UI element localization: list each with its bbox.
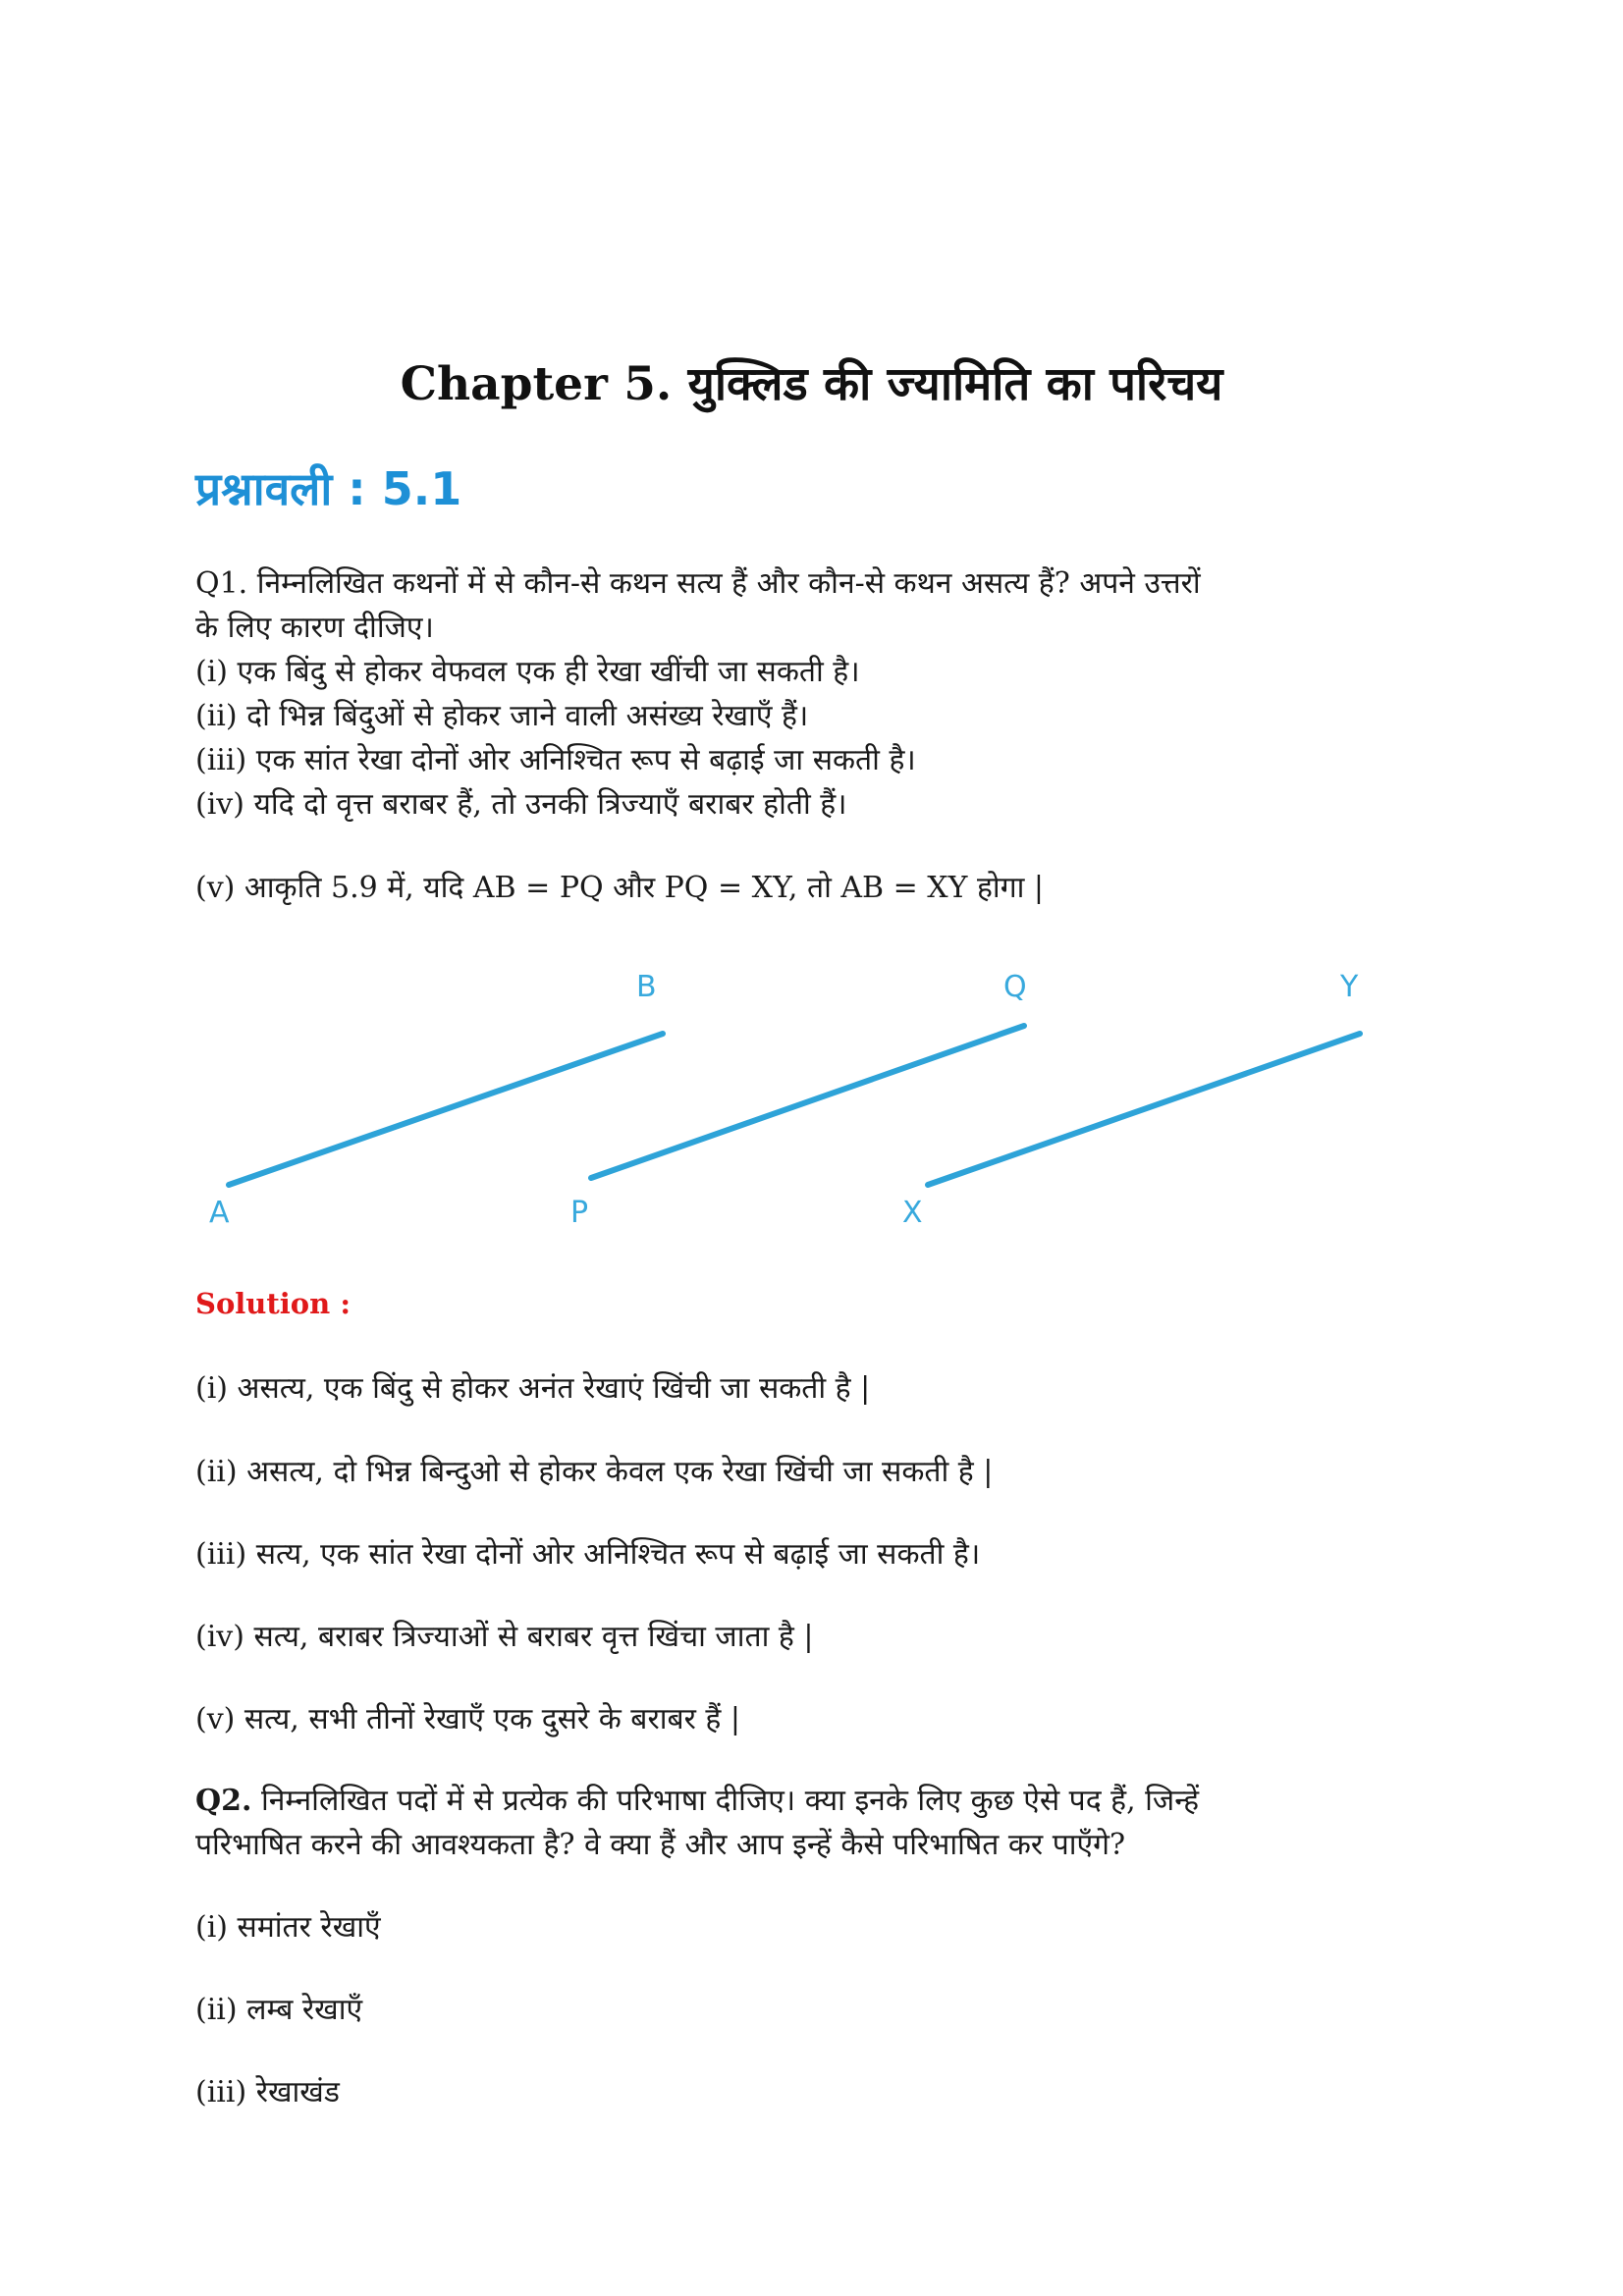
q1-item-ii: (ii) दो भिन्न बिंदुओं से होकर जाने वाली असंख्य रेखाएँ हैं। bbox=[195, 699, 809, 733]
label-y: Y bbox=[1340, 970, 1359, 1004]
q1-item-v: (v) आकृति 5.9 में, यदि AB = PQ और PQ = XY, तो AB = XY होगा | bbox=[195, 871, 1045, 905]
answer-ii: (ii) असत्य, दो भिन्न बिन्दुओ से होकर केवल एक रेखा खिंची जा सकती है | bbox=[195, 1455, 994, 1489]
exercise-heading: प्रश्नावली : 5.1 bbox=[195, 462, 462, 515]
q2-line-1 bbox=[195, 1779, 1199, 1823]
label-a: A bbox=[209, 1196, 230, 1230]
label-b: B bbox=[636, 970, 657, 1004]
figure-line-segments bbox=[201, 967, 1414, 1261]
q2-item-ii: (ii) लम्ब रेखाएँ bbox=[195, 1993, 363, 2027]
label-p: P bbox=[570, 1196, 589, 1230]
q1-line-2: के लिए कारण दीजिए। bbox=[195, 611, 434, 645]
q2-label: Q2. bbox=[195, 1784, 252, 1818]
q1-item-iii: (iii) एक सांत रेखा दोनों ओर अनिश्चित रूप से बढ़ाई जा सकती है। bbox=[195, 743, 916, 777]
answer-v: (v) सत्य, सभी तीनों रेखाएँ एक दुसरे के बराबर हैं | bbox=[195, 1702, 740, 1736]
chapter-title: Chapter 5. युक्लिड की ज्यामिति का परिचय bbox=[400, 357, 1223, 411]
label-q: Q bbox=[1003, 970, 1027, 1004]
q1-item-iv: (iv) यदि दो वृत्त बराबर हैं, तो उनकी त्रिज्याएँ बराबर होती हैं। bbox=[195, 787, 847, 822]
q2-line-1-text: निम्नलिखित पदों में से प्रत्येक की परिभाषा दीजिए। क्या इनके लिए कुछ ऐसे पद हैं, जिन्हें bbox=[251, 1784, 1200, 1818]
segment-ab bbox=[229, 1034, 663, 1185]
q1-line-1: Q1. निम्नलिखित कथनों में से कौन-से कथन सत्य हैं और कौन-से कथन असत्य हैं? अपने उत्तरों bbox=[195, 566, 1201, 601]
answer-i: (i) असत्य, एक बिंदु से होकर अनंत रेखाएं खिंची जा सकती है | bbox=[195, 1371, 871, 1406]
segment-xy bbox=[928, 1034, 1360, 1185]
label-x: X bbox=[902, 1196, 923, 1230]
answer-iv: (iv) सत्य, बराबर त्रिज्याओं से बराबर वृत्त खिंचा जाता है | bbox=[195, 1620, 814, 1654]
q1-item-i: (i) एक बिंदु से होकर वेफवल एक ही रेखा खींची जा सकती है। bbox=[195, 655, 860, 689]
q2-item-iii: (iii) रेखाखंड bbox=[195, 2075, 340, 2109]
answer-iii: (iii) सत्य, एक सांत रेखा दोनों ओर अनिश्चित रूप से बढ़ाई जा सकती है। bbox=[195, 1537, 981, 1572]
segment-pq bbox=[591, 1026, 1024, 1178]
solution-heading: Solution : bbox=[195, 1287, 352, 1320]
q2-line-2: परिभाषित करने की आवश्यकता है? वे क्या हैं और आप इन्हें कैसे परिभाषित कर पाएँगे? bbox=[195, 1828, 1126, 1862]
q2-item-i: (i) समांतर रेखाएँ bbox=[195, 1910, 381, 1945]
figure-svg bbox=[201, 967, 1414, 1261]
